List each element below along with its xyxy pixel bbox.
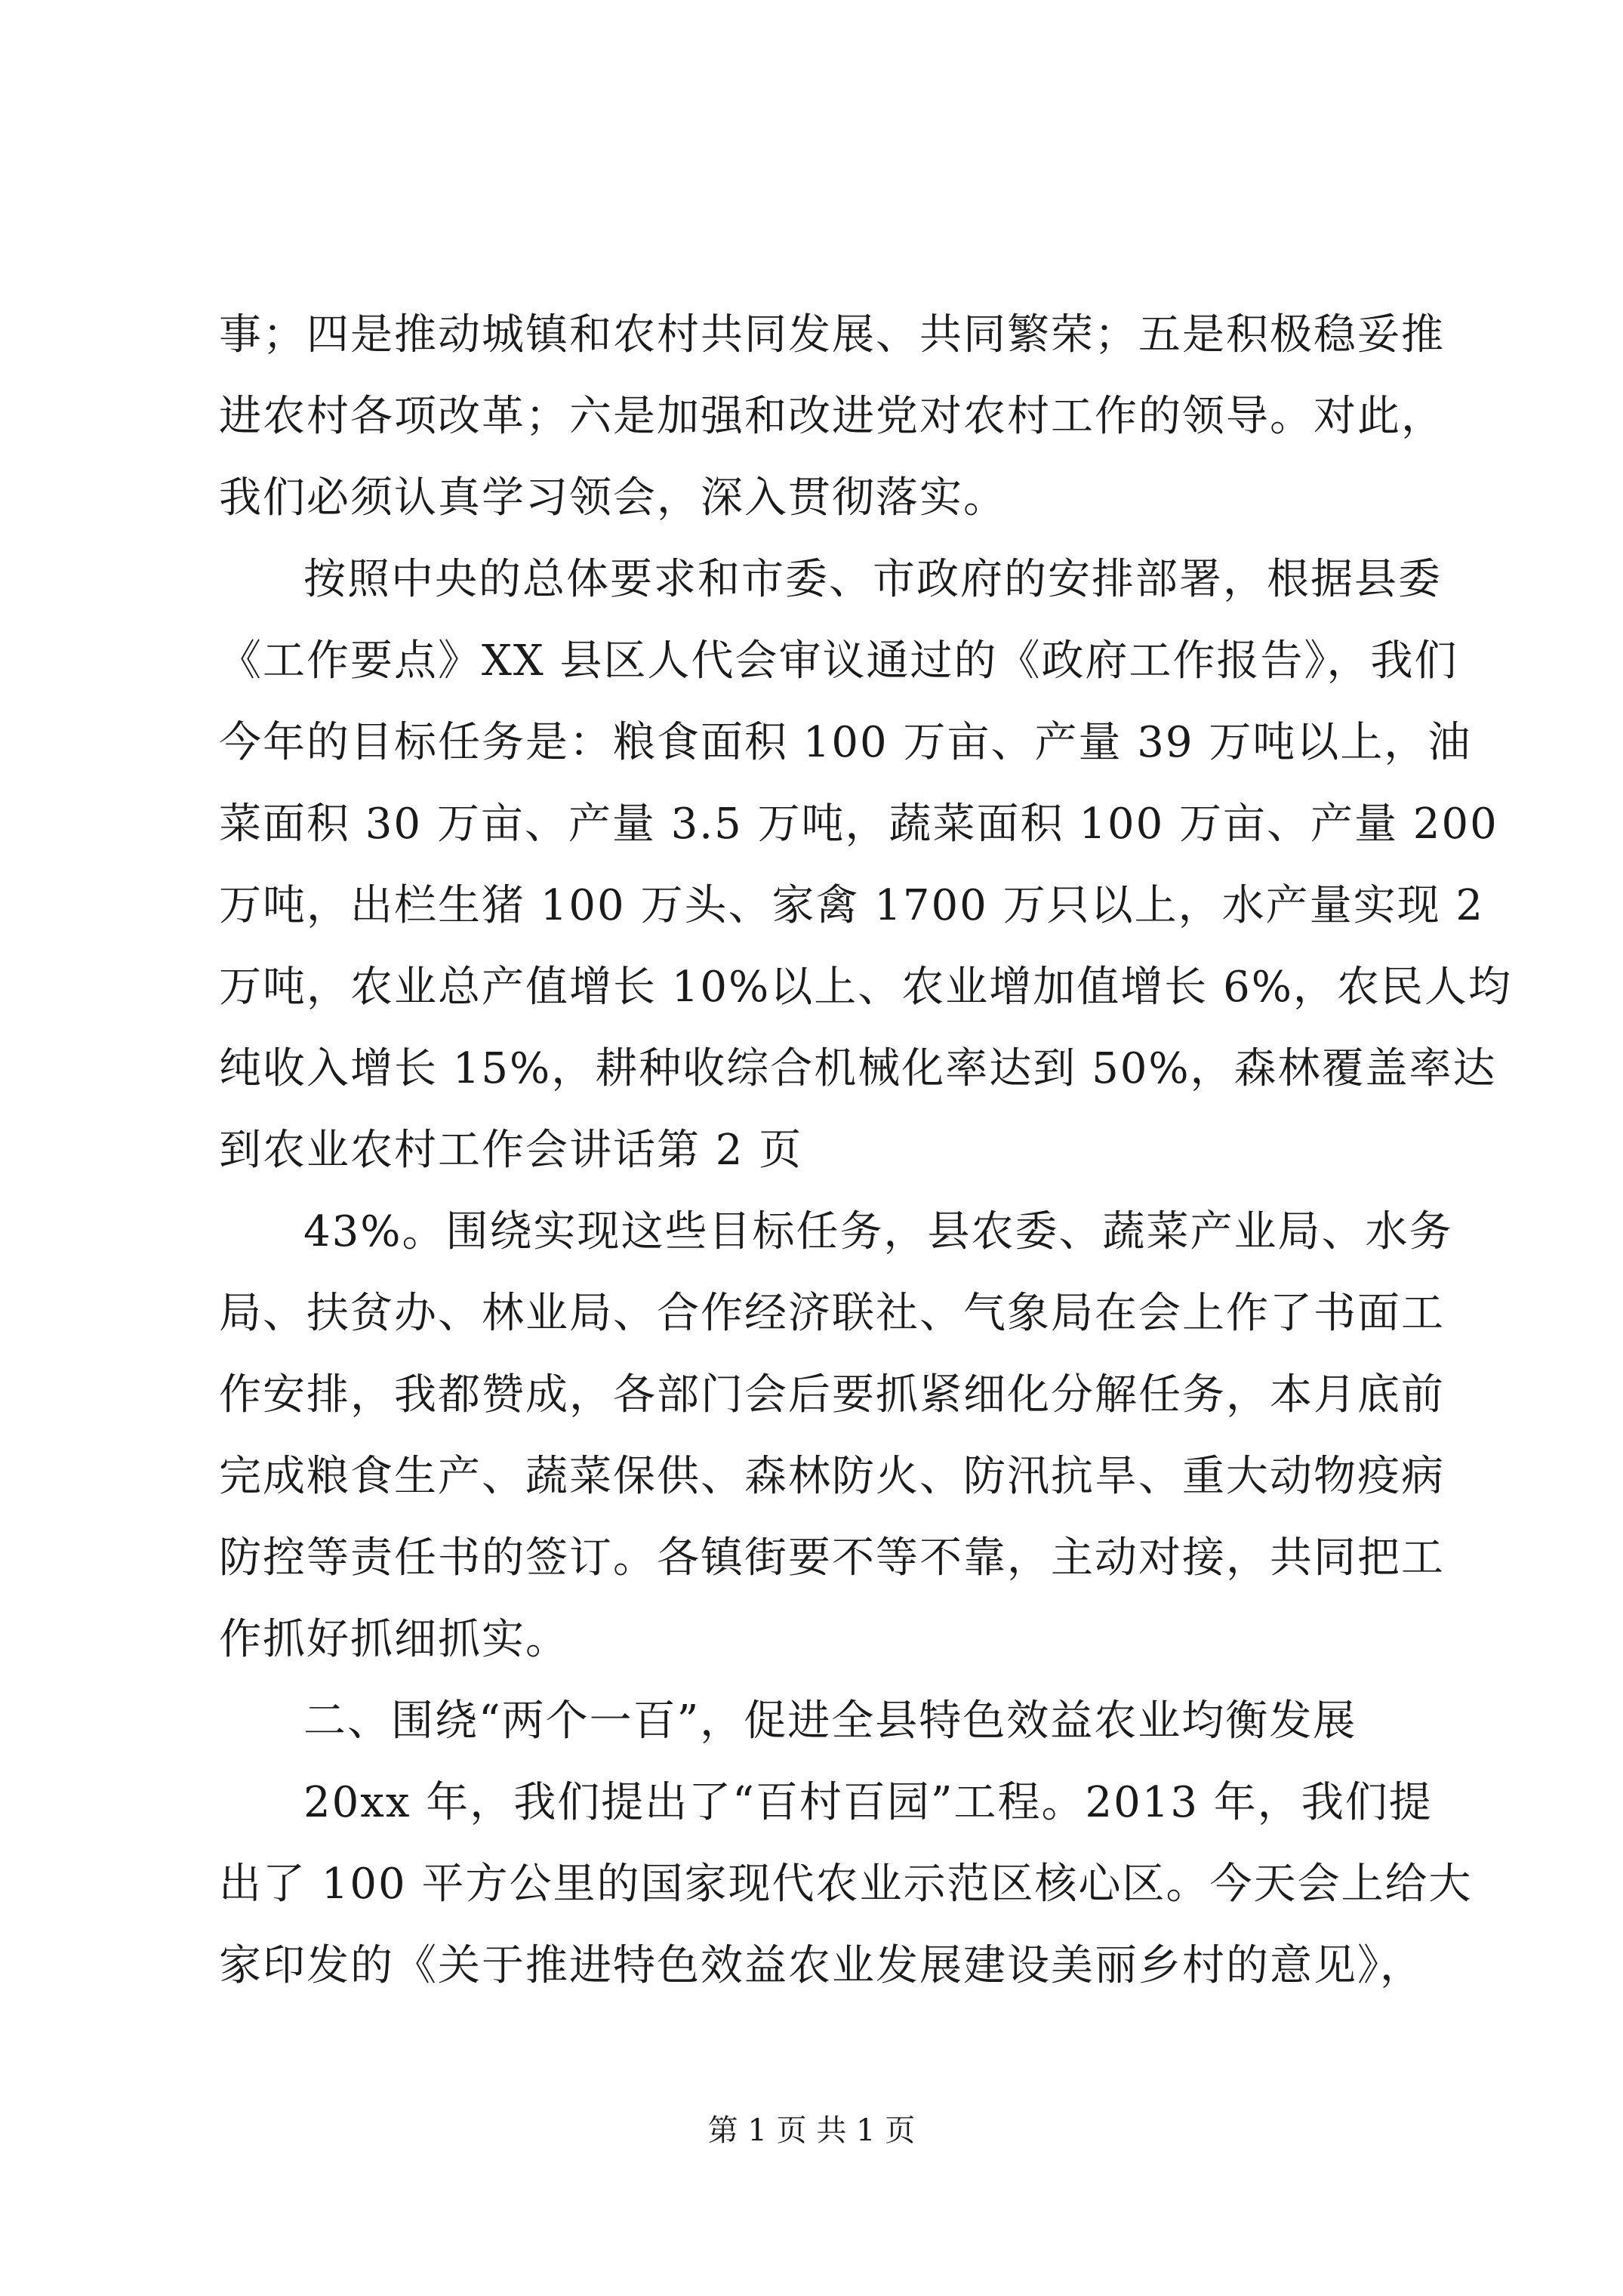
text-line-17: 作抓好抓细抓实。 xyxy=(219,1615,569,1664)
text-line-13: 局、扶贫办、林业局、合作经济联社、气象局在会上作了书面工 xyxy=(219,1289,1445,1338)
section-heading: 二、围绕“两个一百”，促进全县特色效益农业均衡发展 xyxy=(303,1697,1357,1746)
text-line-1: 事；四是推动城镇和农村共同发展、共同繁荣；五是积极稳妥推 xyxy=(219,310,1445,359)
text-line-8: 万吨，出栏生猪 100 万头、家禽 1700 万只以上，水产量实现 2 xyxy=(219,881,1485,930)
text-line-9: 万吨，农业总产值增长 10%以上、农业增加值增长 6%，农民人均 xyxy=(219,963,1512,1012)
text-line-3: 我们必须认真学习领会，深入贯彻落实。 xyxy=(219,473,1007,522)
text-line-20: 出了 100 平方公里的国家现代农业示范区核心区。今天会上给大 xyxy=(219,1860,1473,1909)
document-body xyxy=(219,294,1512,2007)
text-line-19: 20xx 年，我们提出了“百村百园”工程。2013 年，我们提 xyxy=(303,1778,1433,1827)
text-line-14: 作安排，我都赞成，各部门会后要抓紧细化分解任务，本月底前 xyxy=(219,1370,1445,1419)
text-line-5: 《工作要点》XX 县区人代会审议通过的《政府工作报告》，我们 xyxy=(219,636,1458,686)
text-line-15: 完成粮食生产、蔬菜保供、森林防火、防汛抗旱、重大动物疫病 xyxy=(219,1452,1445,1501)
text-line-10: 纯收入增长 15%，耕种收综合机械化率达到 50%，森林覆盖率达 xyxy=(219,1044,1497,1093)
page-footer: 第 1 页 共 1 页 xyxy=(707,2113,916,2148)
text-line-2: 进农村各项改革；六是加强和改进党对农村工作的领导。对此， xyxy=(219,392,1445,441)
text-line-11: 到农业农村工作会讲话第 2 页 xyxy=(219,1126,803,1175)
text-line-6: 今年的目标任务是：粮食面积 100 万亩、产量 39 万吨以上，油 xyxy=(219,718,1472,767)
text-line-12: 43%。围绕实现这些目标任务，县农委、蔬菜产业局、水务 xyxy=(303,1207,1453,1256)
text-line-7: 菜面积 30 万亩、产量 3.5 万吨，蔬菜面积 100 万亩、产量 200 xyxy=(219,800,1498,849)
text-line-21: 家印发的《关于推进特色效益农业发展建设美丽乡村的意见》， xyxy=(219,1941,1424,1990)
text-line-4: 按照中央的总体要求和市委、市政府的安排部署，根据县委 xyxy=(303,555,1442,604)
text-line-16: 防控等责任书的签订。各镇街要不等不靠，主动对接，共同把工 xyxy=(219,1533,1445,1583)
